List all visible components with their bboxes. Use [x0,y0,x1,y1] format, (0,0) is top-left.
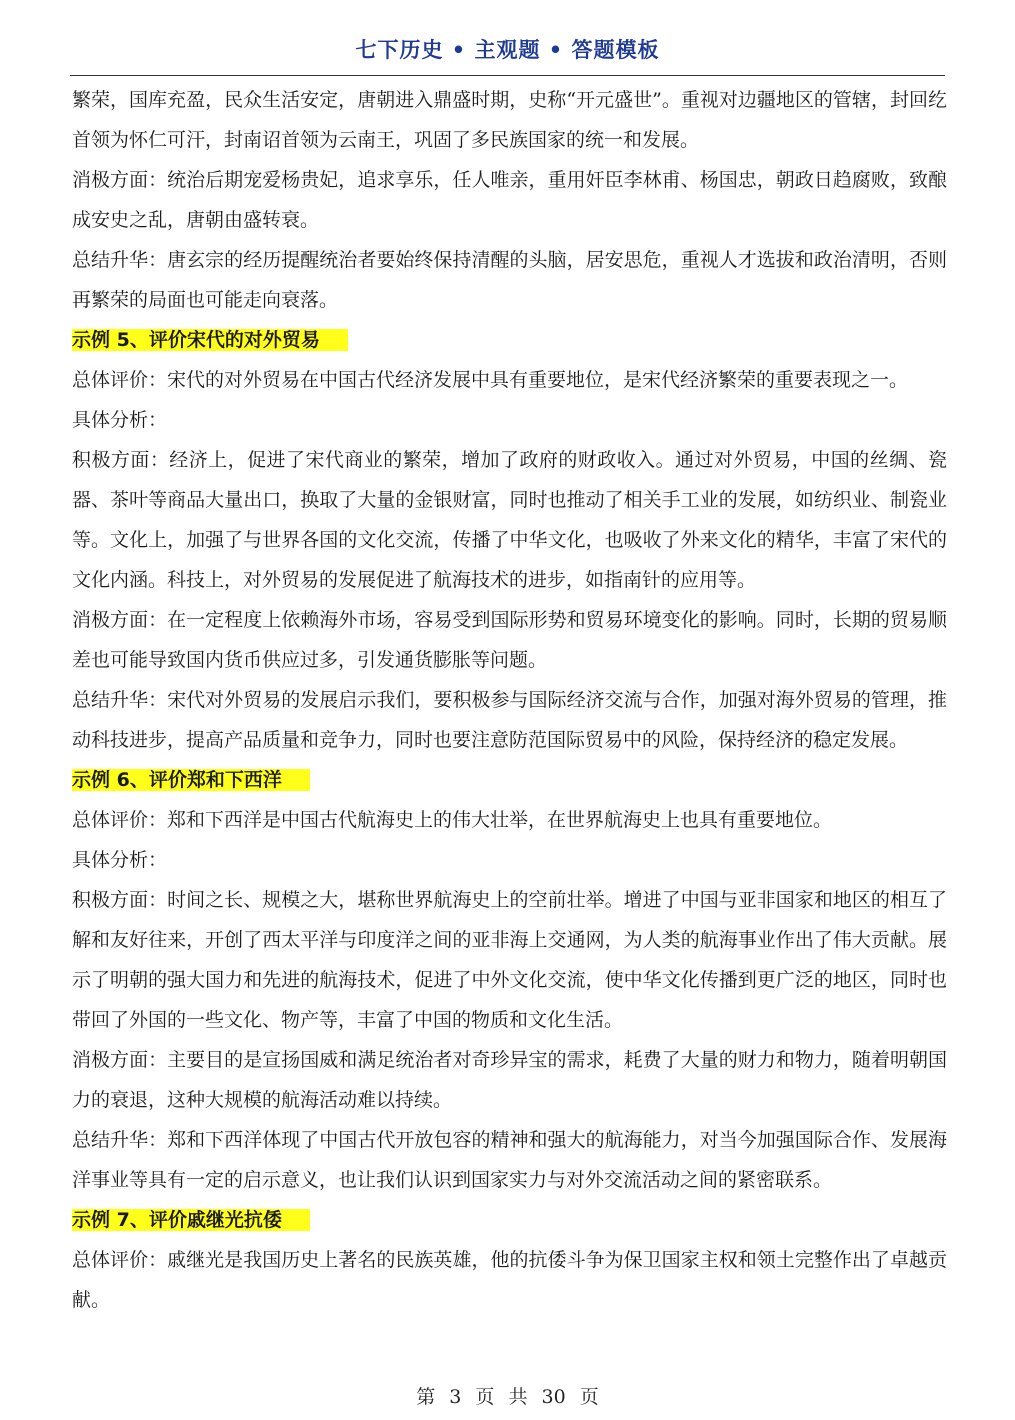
paragraph: 消极方面：主要目的是宣扬国威和满足统治者对奇珍异宝的需求，耗费了大量的财力和物力，随着明朝国力的衰退，这种大规模的航海活动难以持续。 [72,1049,947,1111]
page-header-title: 七下历史 • 主观题 • 答题模板 [355,38,660,62]
paragraph: 消极方面：统治后期宠爱杨贵妃，追求享乐，任人唯亲，重用奸臣李林甫、杨国忠，朝政日趋腐败，致酿成安史之乱，唐朝由盛转衰。 [72,169,947,231]
paragraph: 总结升华：宋代对外贸易的发展启示我们，要积极参与国际经济交流与合作，加强对海外贸易的管理，推动科技进步，提高产品质量和竞争力，同时也要注意防范国际贸易中的风险，保持经济的稳定发展。 [72,689,947,751]
section-heading-text: 示例 7、评价戚继光抗倭 [72,1209,310,1231]
paragraph: 消极方面：在一定程度上依赖海外市场，容易受到国际形势和贸易环境变化的影响。同时，长期的贸易顺差也可能导致国内货币供应过多，引发通货膨胀等问题。 [72,609,947,671]
paragraph: 具体分析： [72,409,168,431]
paragraph: 积极方面：经济上，促进了宋代商业的繁荣，增加了政府的财政收入。通过对外贸易，中国的丝绸、瓷器、茶叶等商品大量出口，换取了大量的金银财富，同时也推动了相关手工业的发展，如纺织业、制瓷业等。文化上，加强了与世界各国的文化交流，传播了中华文化，也吸收了外来文化的精华，丰富了宋代的文化内涵。科技上，对外贸易的发展促进了航海技术的进步，如指南针的应用等。 [72,449,947,591]
paragraph: 具体分析： [72,849,168,871]
page-number-footer: 第 3 页 共 30 页 [416,1386,599,1408]
header-divider [70,75,945,76]
paragraph: 总体评价：戚继光是我国历史上著名的民族英雄，他的抗倭斗争为保卫国家主权和领土完整作出了卓越贡献。 [72,1249,947,1311]
paragraph: 积极方面：时间之长、规模之大，堪称世界航海史上的空前壮举。增进了中国与亚非国家和地区的相互了解和友好往来，开创了西太平洋与印度洋之间的亚非海上交通网，为人类的航海事业作出了伟大贡献。展示了明朝的强大国力和先进的航海技术，促进了中外文化交流，使中华文化传播到更广泛的地区，同时也带回了外国的一些文化、物产等，丰富了中国的物质和文化生活。 [72,889,947,1031]
paragraph: 总体评价：郑和下西洋是中国古代航海史上的伟大壮举，在世界航海史上也具有重要地位。 [72,809,833,831]
paragraph: 总结升华：唐玄宗的经历提醒统治者要始终保持清醒的头脑，居安思危，重视人才选拔和政治清明，否则再繁荣的局面也可能走向衰落。 [72,249,947,311]
paragraph: 繁荣，国库充盈，民众生活安定，唐朝进入鼎盛时期，史称“开元盛世”。重视对边疆地区的管辖，封回纥首领为怀仁可汗，封南诏首领为云南王，巩固了多民族国家的统一和发展。 [72,89,947,151]
paragraph: 总体评价：宋代的对外贸易在中国古代经济发展中具有重要地位，是宋代经济繁荣的重要表现之一。 [72,369,909,391]
document-body [72,80,947,1320]
section-heading [72,320,947,360]
section-heading-text: 示例 5、评价宋代的对外贸易 [72,329,348,351]
paragraph: 总结升华：郑和下西洋体现了中国古代开放包容的精神和强大的航海能力，对当今加强国际合作、发展海洋事业等具有一定的启示意义，也让我们认识到国家实力与对外交流活动之间的紧密联系。 [72,1129,947,1191]
section-heading [72,1200,947,1240]
section-heading [72,760,947,800]
section-heading-text: 示例 6、评价郑和下西洋 [72,769,310,791]
